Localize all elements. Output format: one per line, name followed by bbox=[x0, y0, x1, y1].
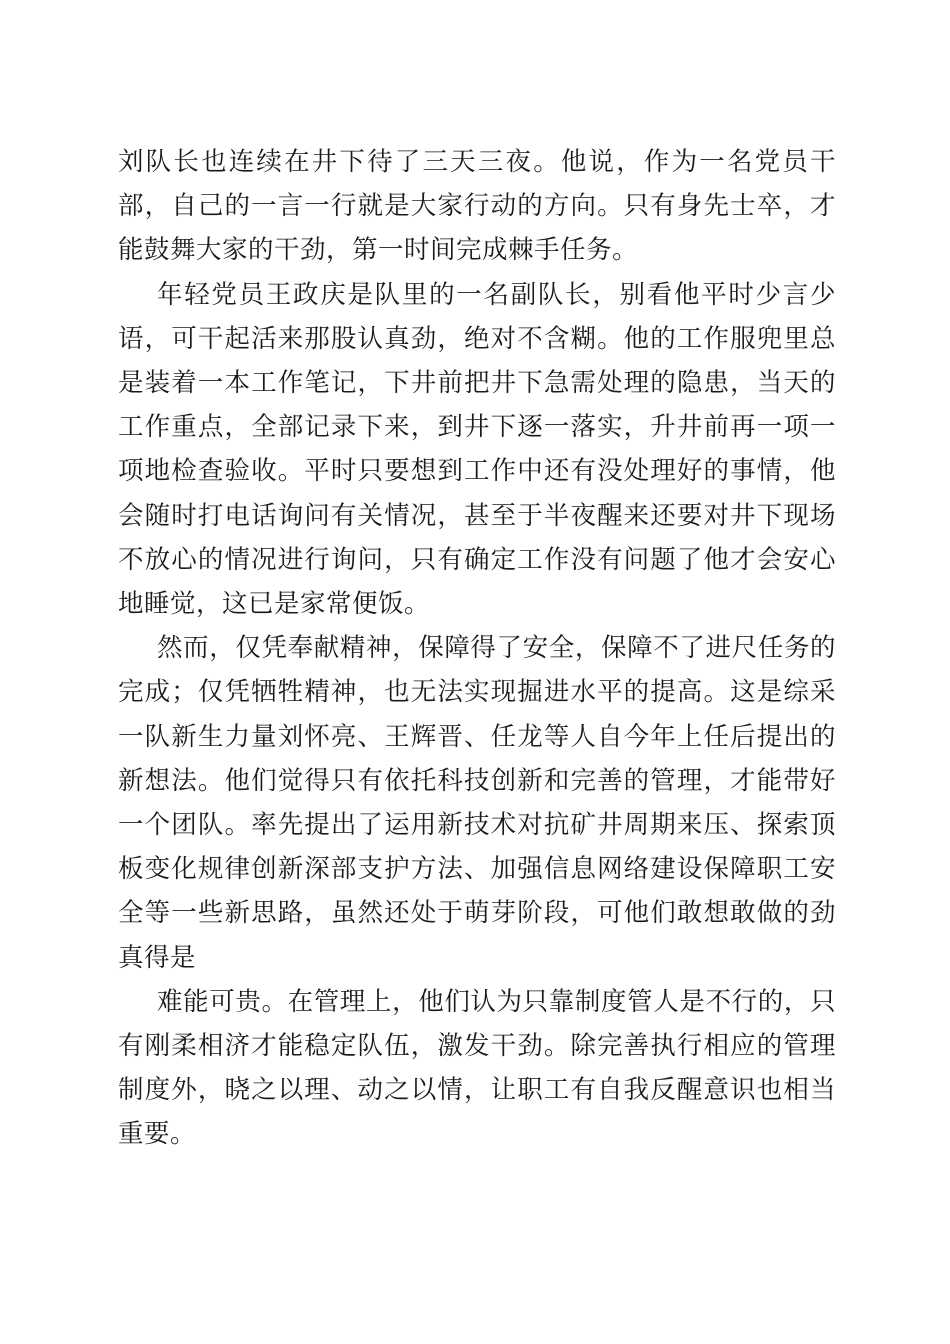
paragraph-3: 然而，仅凭奉献精神，保障得了安全，保障不了进尺任务的完成；仅凭牺牲精神，也无法实现掘进水平的提高。这是综采一队新生力量刘怀亮、王辉晋、任龙等人自今年上任后提出的新想法。他们觉得只有依托科技创新和完善的管理，才能带好一个团队。率先提出了运用新技术对抗矿井周期来压、探索顶板变化规律创新深部支护方法、加强信息网络建设保障职工安全等一些新思路，虽然还处于萌芽阶段，可他们敢想敢做的劲真得是 bbox=[118, 633, 836, 973]
document-body bbox=[118, 140, 836, 1157]
paragraph-4: 难能可贵。在管理上，他们认为只靠制度管人是不行的，只有刚柔相济才能稳定队伍，激发干劲。除完善执行相应的管理制度外，晓之以理、动之以情，让职工有自我反醒意识也相当重要。 bbox=[118, 986, 836, 1150]
paragraph-2: 年轻党员王政庆是队里的一名副队长，别看他平时少言少语，可干起活来那股认真劲，绝对不含糊。他的工作服兜里总是装着一本工作笔记，下井前把井下急需处理的隐患，当天的工作重点，全部记录下来，到井下逐一落实，升井前再一项一项地检查验收。平时只要想到工作中还有没处理好的事情，他会随时打电话询问有关情况，甚至于半夜醒来还要对井下现场不放心的情况进行询问，只有确定工作没有问题了他才会安心地睡觉，这已是家常便饭。 bbox=[118, 279, 836, 620]
paragraph-1: 刘队长也连续在井下待了三天三夜。他说，作为一名党员干部，自己的一言一行就是大家行动的方向。只有身先士卒，才能鼓舞大家的干劲，第一时间完成棘手任务。 bbox=[118, 147, 836, 266]
